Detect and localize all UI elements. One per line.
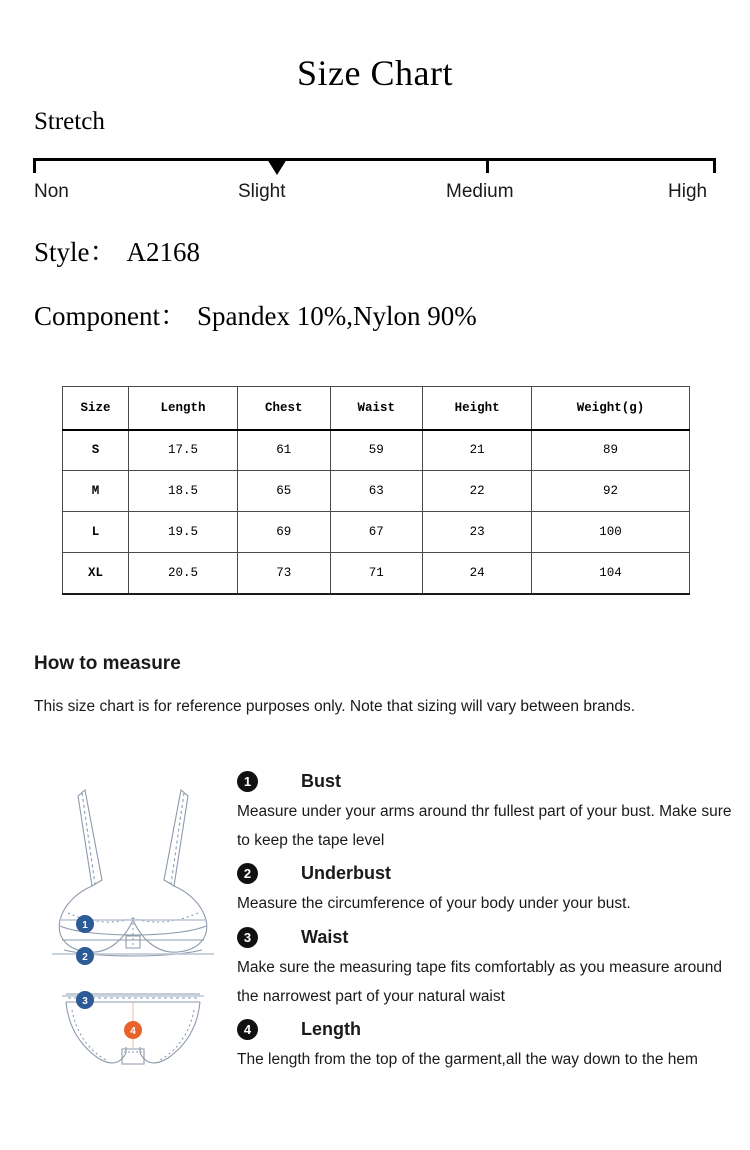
step-description: Measure under your arms around thr fullest part of your bust. Make sure to keep the tape level xyxy=(237,803,732,849)
stretch-tick-high xyxy=(713,158,716,173)
table-header-length: Length xyxy=(129,387,238,430)
table-cell-waist: 63 xyxy=(330,471,423,512)
stretch-tick-non xyxy=(33,158,36,173)
table-cell-size: XL xyxy=(63,553,129,594)
table-cell-size: S xyxy=(63,430,129,471)
page-title: Size Chart xyxy=(297,53,453,93)
style-value: A2168 xyxy=(126,237,201,267)
table-cell-waist: 71 xyxy=(330,553,423,594)
measurement-step-header xyxy=(237,1013,737,1045)
stretch-label: Stretch xyxy=(34,108,105,135)
measurement-step-header xyxy=(237,857,737,889)
how-to-measure-note: This size chart is for reference purposes only. Note that sizing will vary between brands. xyxy=(34,698,636,715)
step-number-badge: 2 xyxy=(237,863,258,884)
table-cell-size: M xyxy=(63,471,129,512)
table-cell-weight-g: 104 xyxy=(532,553,690,594)
component-label: Component： xyxy=(34,301,187,331)
table-header-row xyxy=(63,387,690,430)
style-line xyxy=(34,230,200,269)
table-cell-height: 22 xyxy=(423,471,532,512)
bra-marker-1 xyxy=(76,915,94,933)
table-row xyxy=(63,553,690,594)
bra-marker-2 xyxy=(76,947,94,965)
step-number-badge: 4 xyxy=(237,1019,258,1040)
component-line xyxy=(34,294,477,333)
table-cell-size: L xyxy=(63,512,129,553)
table-row xyxy=(63,512,690,553)
measurement-step-header xyxy=(237,765,737,797)
size-table-body xyxy=(63,430,690,594)
size-table-container xyxy=(62,386,690,595)
panty-marker-4 xyxy=(124,1021,142,1039)
table-header-chest: Chest xyxy=(237,387,330,430)
garment-diagram-svg xyxy=(38,768,228,1068)
bra-marker-2-label: 2 xyxy=(82,952,88,963)
stretch-scale-line xyxy=(33,158,716,161)
stretch-level-slight: Slight xyxy=(238,181,286,202)
table-row xyxy=(63,471,690,512)
step-title: Bust xyxy=(301,770,341,791)
table-cell-waist: 59 xyxy=(330,430,423,471)
table-header-weight-g: Weight(g) xyxy=(532,387,690,430)
step-description: Measure the circumference of your body under your bust. xyxy=(237,895,631,913)
step-number-badge: 1 xyxy=(237,771,258,792)
size-table xyxy=(62,386,690,595)
panty-marker-4-label: 4 xyxy=(130,1026,136,1037)
measurement-steps-list xyxy=(237,765,737,1077)
stretch-scale-labels xyxy=(30,181,720,209)
measurement-step-header xyxy=(237,921,737,953)
table-cell-weight-g: 92 xyxy=(532,471,690,512)
measurement-step xyxy=(237,921,737,1011)
table-header-size: Size xyxy=(63,387,129,430)
stretch-level-medium: Medium xyxy=(446,181,514,202)
table-row xyxy=(63,430,690,471)
table-cell-height: 24 xyxy=(423,553,532,594)
stretch-selected-marker-triangle-icon xyxy=(267,159,287,175)
table-header-height: Height xyxy=(423,387,532,430)
measurement-step xyxy=(237,765,737,855)
table-cell-height: 23 xyxy=(423,512,532,553)
table-cell-length: 17.5 xyxy=(129,430,238,471)
step-description: Make sure the measuring tape fits comfortably as you measure around the narrowest part of your natural waist xyxy=(237,959,723,1005)
table-cell-chest: 73 xyxy=(237,553,330,594)
garment-illustrations xyxy=(38,768,228,1068)
table-cell-weight-g: 100 xyxy=(532,512,690,553)
table-cell-length: 19.5 xyxy=(129,512,238,553)
measurement-step xyxy=(237,857,737,919)
style-label: Style： xyxy=(34,237,117,267)
table-cell-chest: 69 xyxy=(237,512,330,553)
measurement-step xyxy=(237,1013,737,1075)
step-title: Underbust xyxy=(301,862,391,883)
table-cell-weight-g: 89 xyxy=(532,430,690,471)
table-cell-length: 18.5 xyxy=(129,471,238,512)
table-header-waist: Waist xyxy=(330,387,423,430)
bra-marker-1-label: 1 xyxy=(82,920,88,931)
table-cell-height: 21 xyxy=(423,430,532,471)
panty-marker-3-label: 3 xyxy=(82,996,88,1007)
table-cell-length: 20.5 xyxy=(129,553,238,594)
panty-marker-3 xyxy=(76,991,94,1009)
stretch-level-high: High xyxy=(668,181,708,202)
stretch-tick-medium xyxy=(486,158,489,173)
how-to-measure-heading: How to measure xyxy=(34,653,181,674)
step-title: Length xyxy=(301,1018,361,1039)
step-description: The length from the top of the garment,all the way down to the hem xyxy=(237,1051,698,1069)
table-cell-chest: 61 xyxy=(237,430,330,471)
component-value: Spandex 10%,Nylon 90% xyxy=(197,301,477,331)
step-title: Waist xyxy=(301,926,349,947)
table-cell-waist: 67 xyxy=(330,512,423,553)
step-number-badge: 3 xyxy=(237,927,258,948)
stretch-level-non: Non xyxy=(34,181,69,202)
table-cell-chest: 65 xyxy=(237,471,330,512)
